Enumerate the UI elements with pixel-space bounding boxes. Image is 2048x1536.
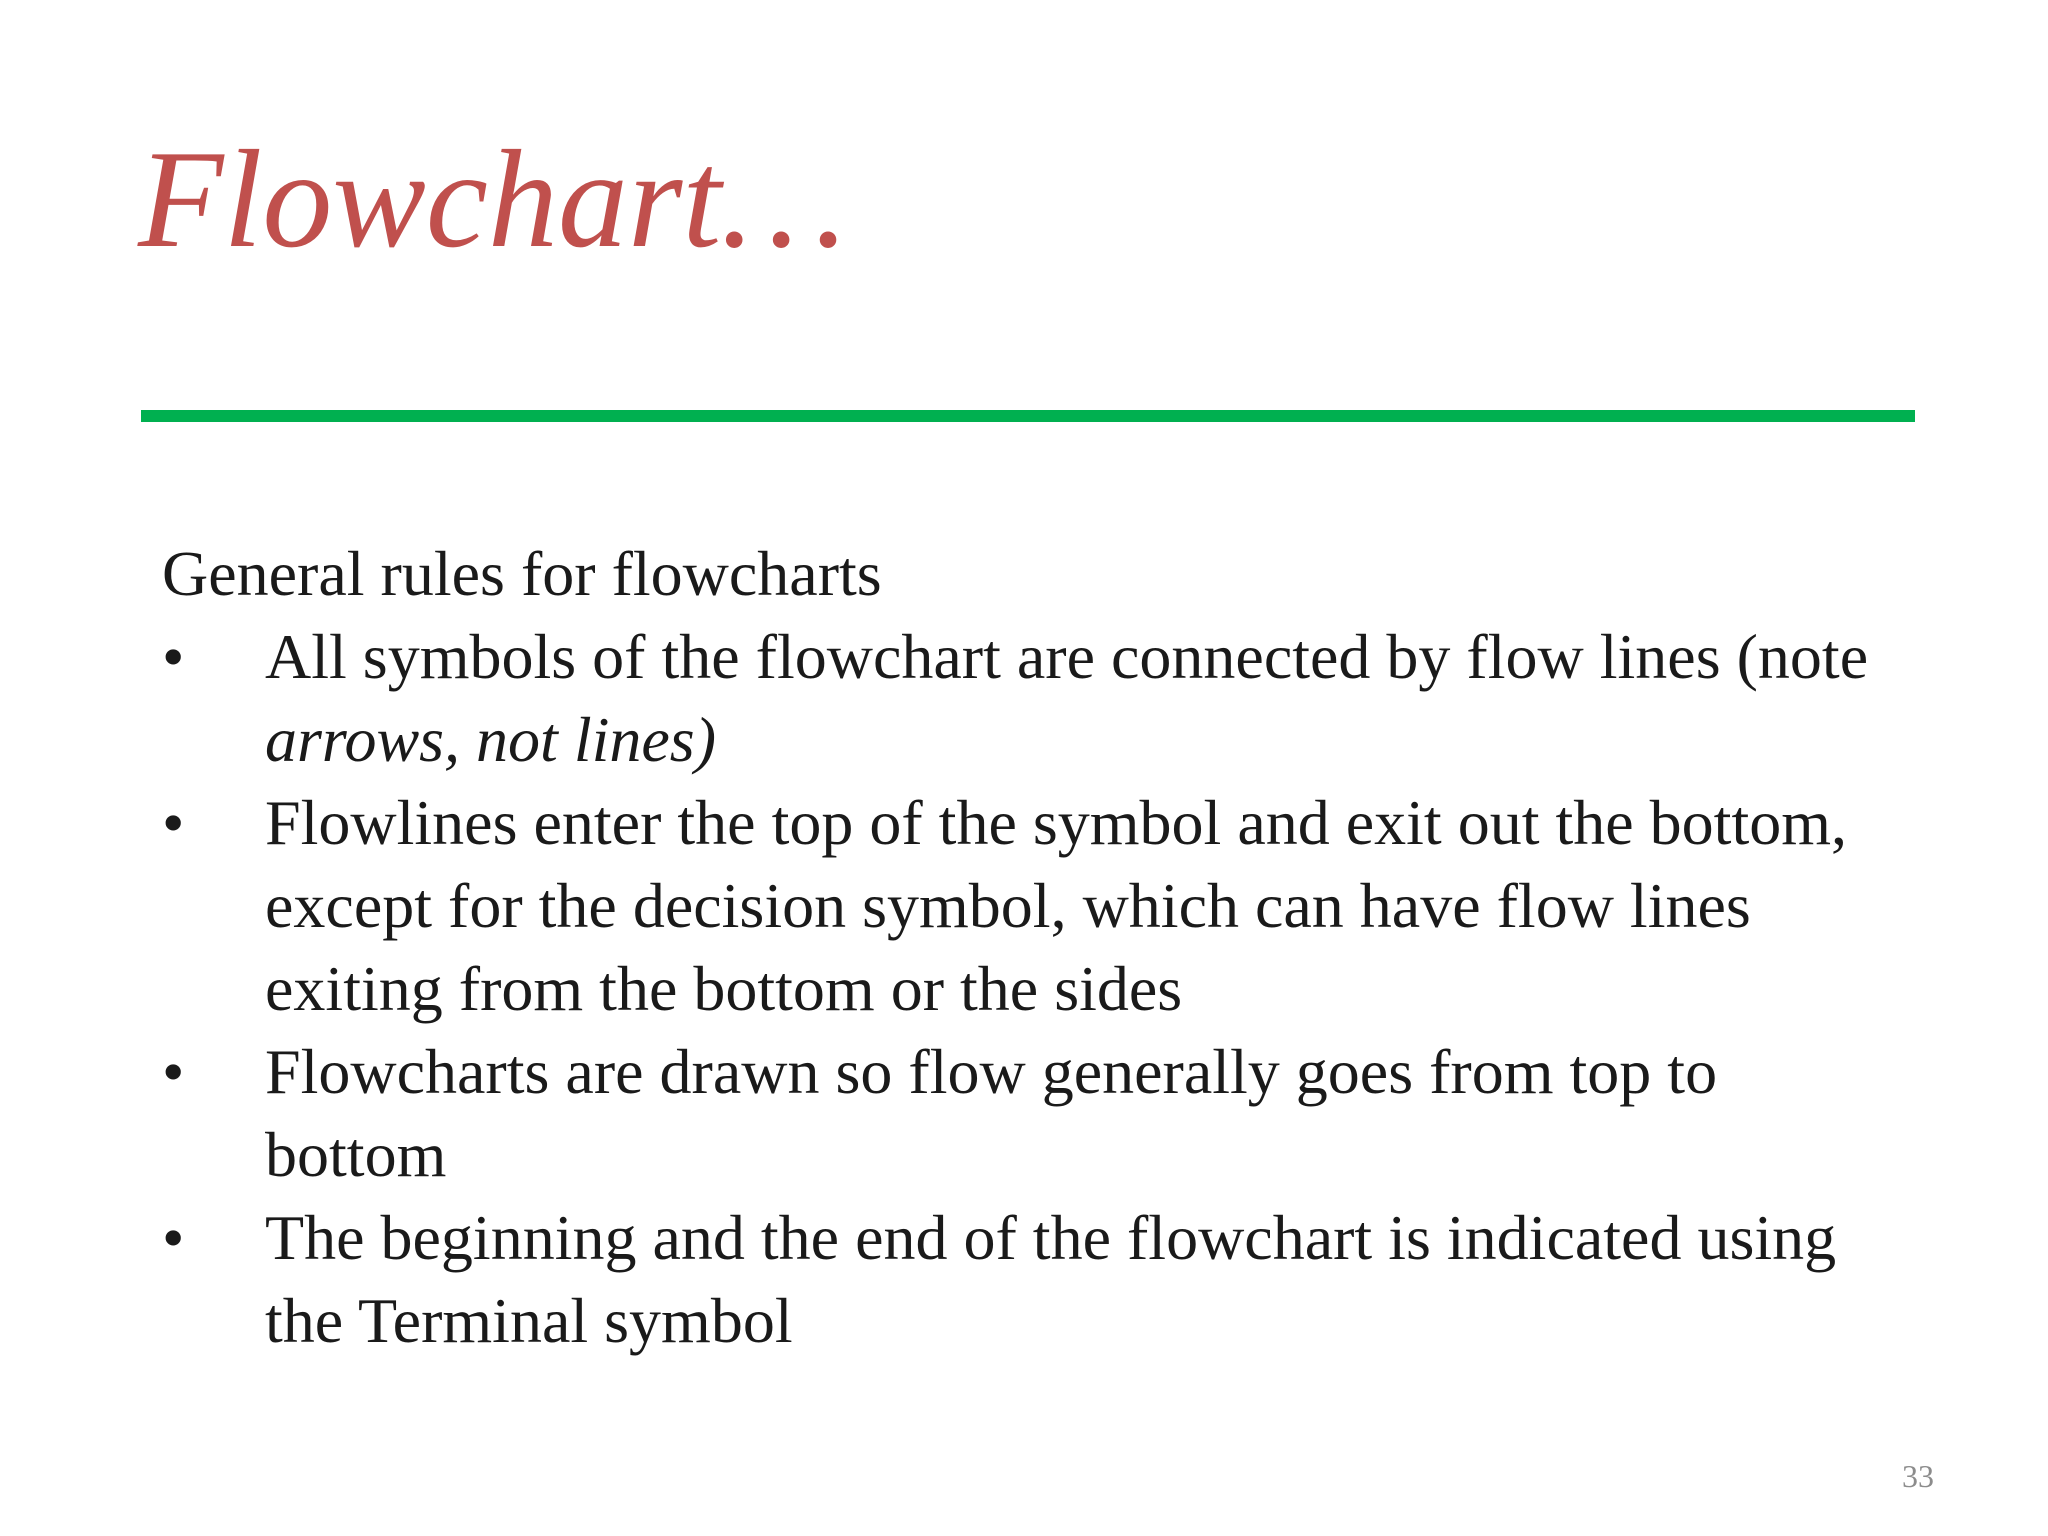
title-divider <box>141 410 1915 422</box>
bullet-dot: • <box>162 1202 185 1273</box>
page-number: 33 <box>1902 1458 1934 1494</box>
bullet-emphasis: arrows, not lines) <box>265 704 716 775</box>
intro-text: General rules for flowcharts <box>162 538 882 609</box>
bullet-list <box>162 615 1902 1362</box>
bullet-item <box>162 781 1902 1030</box>
bullet-item <box>162 1196 1902 1362</box>
bullet-item <box>162 615 1902 781</box>
bullet-dot: • <box>162 787 185 858</box>
slide-title: Flowchart… <box>138 122 846 277</box>
bullet-dot: • <box>162 1036 185 1107</box>
bullet-text: Flowcharts are drawn so flow generally goes from top to bottom <box>265 1036 1718 1190</box>
bullet-dot: • <box>162 621 185 692</box>
bullet-text: The beginning and the end of the flowchart is indicated using the Terminal symbol <box>265 1202 1837 1356</box>
bullet-text: All symbols of the flowchart are connected by flow lines (note <box>265 621 1869 692</box>
bullet-text: Flowlines enter the top of the symbol and exit out the bottom, except for the decision symbol, which can have flow lines exiting from the bottom or the sides <box>265 787 1847 1024</box>
bullet-item <box>162 1030 1902 1196</box>
